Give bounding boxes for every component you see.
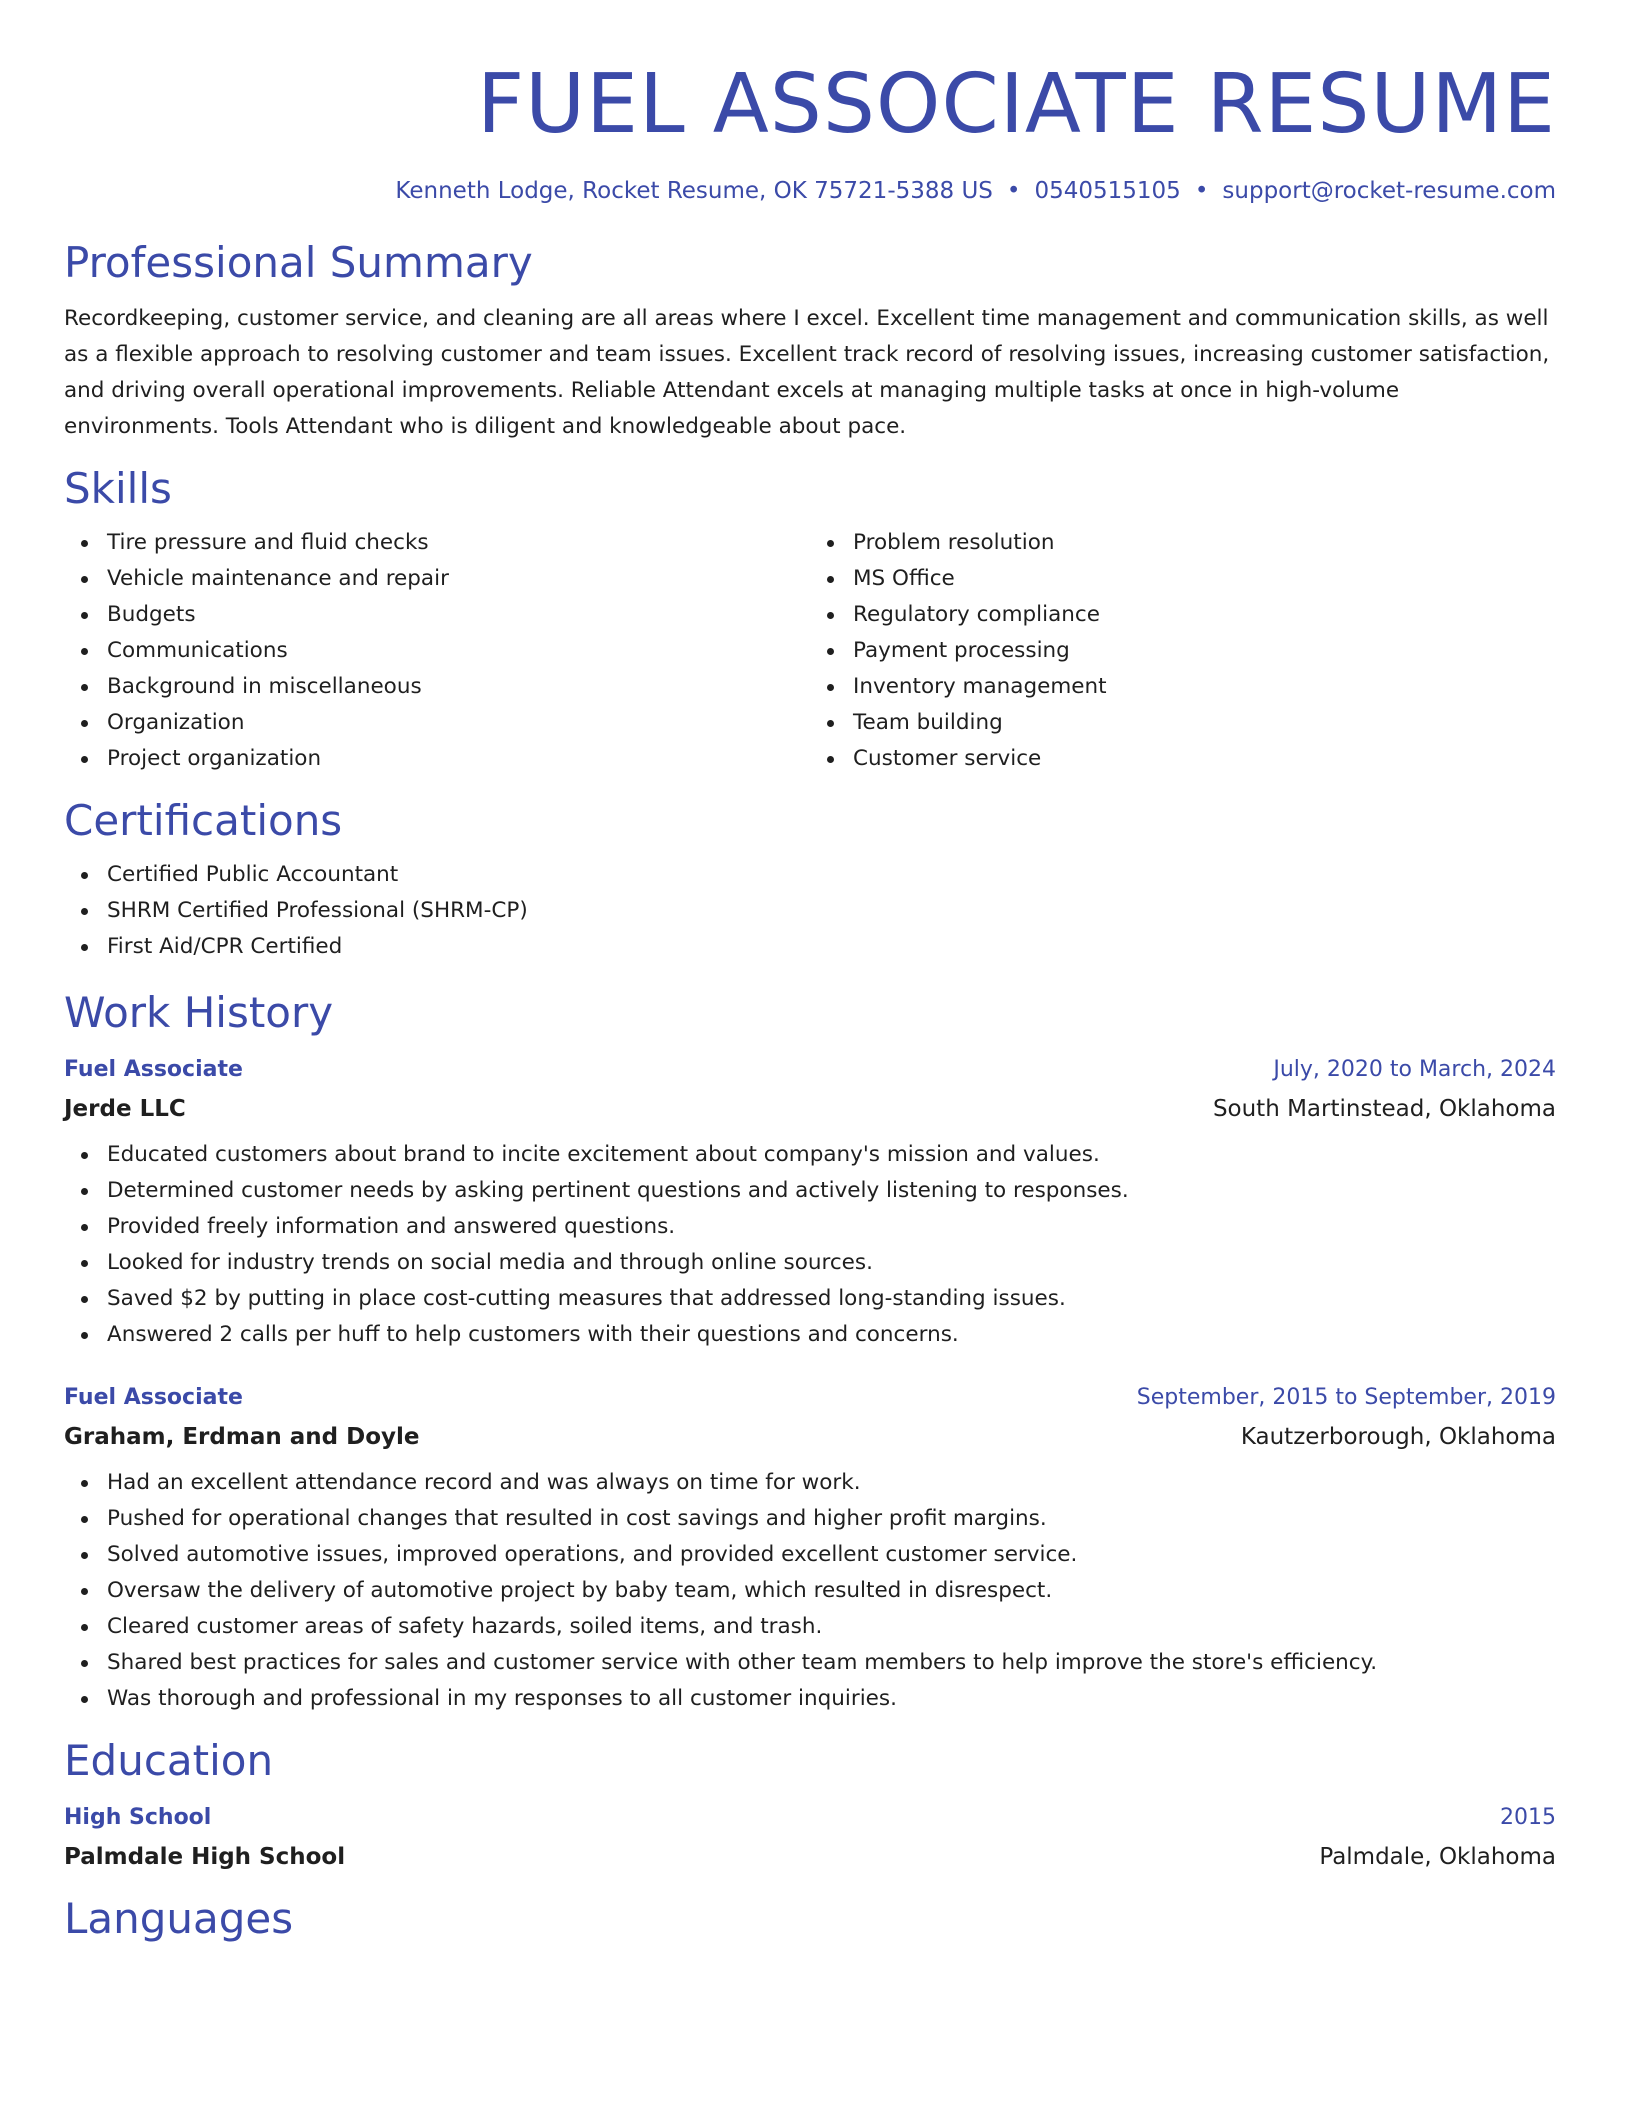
list-item: Educated customers about brand to incite excitement about company's mission and values.: [107, 1137, 1556, 1173]
job-header: [64, 1379, 1556, 1417]
education-location: Palmdale, Oklahoma: [1319, 1844, 1556, 1870]
list-item: SHRM Certified Professional (SHRM-CP): [107, 893, 1556, 929]
list-item: Problem resolution: [853, 525, 1556, 561]
certifications-list: [64, 857, 1556, 965]
list-item: Cleared customer areas of safety hazards, soiled items, and trash.: [107, 1609, 1556, 1645]
job-entry: [64, 1379, 1556, 1717]
skills-list-right: [810, 525, 1556, 777]
skills-columns: [64, 525, 1556, 777]
list-item: Team building: [853, 705, 1556, 741]
work-history-heading: Work History: [64, 988, 334, 1037]
education-entry: [64, 1799, 1556, 1877]
job-entry: [64, 1051, 1556, 1353]
list-item: Inventory management: [853, 669, 1556, 705]
list-item: Determined customer needs by asking pertinent questions and actively listening to responses.: [107, 1173, 1556, 1209]
skills-heading: Skills: [64, 464, 172, 513]
contact-separator: •: [1006, 178, 1021, 204]
list-item: Oversaw the delivery of automotive project by baby team, which resulted in disrespect.: [107, 1573, 1556, 1609]
list-item: First Aid/CPR Certified: [107, 929, 1556, 965]
job-title: Fuel Associate: [64, 1385, 243, 1410]
education-heading: Education: [64, 1736, 274, 1785]
list-item: Vehicle maintenance and repair: [107, 561, 810, 597]
list-item: Answered 2 calls per huff to help customers with their questions and concerns.: [107, 1317, 1556, 1353]
job-dates: July, 2020 to March, 2024: [1273, 1057, 1556, 1082]
list-item: Was thorough and professional in my responses to all customer inquiries.: [107, 1681, 1556, 1717]
job-bullets: [64, 1465, 1556, 1717]
list-item: Project organization: [107, 741, 810, 777]
skills-list-left: [64, 525, 810, 777]
list-item: Background in miscellaneous: [107, 669, 810, 705]
contact-email[interactable]: support@rocket-resume.com: [1222, 178, 1556, 204]
education-year: 2015: [1500, 1805, 1556, 1830]
contact-separator: •: [1194, 178, 1209, 204]
contact-address: Kenneth Lodge, Rocket Resume, OK 75721-5388 US: [395, 178, 993, 204]
contact-line: [64, 174, 1556, 208]
languages-heading: Languages: [64, 1894, 294, 1943]
list-item: Pushed for operational changes that resulted in cost savings and higher profit margins.: [107, 1501, 1556, 1537]
list-item: Shared best practices for sales and customer service with other team members to help improve the store's efficiency.: [107, 1645, 1556, 1681]
job-bullets: [64, 1137, 1556, 1353]
list-item: Certified Public Accountant: [107, 857, 1556, 893]
job-title: Fuel Associate: [64, 1057, 243, 1082]
list-item: Provided freely information and answered questions.: [107, 1209, 1556, 1245]
contact-phone: 0540515105: [1034, 178, 1181, 204]
list-item: Customer service: [853, 741, 1556, 777]
job-dates: September, 2015 to September, 2019: [1136, 1385, 1556, 1410]
list-item: Solved automotive issues, improved operations, and provided excellent customer service.: [107, 1537, 1556, 1573]
job-location: Kautzerborough, Oklahoma: [1240, 1424, 1556, 1450]
job-company: Jerde LLC: [64, 1096, 186, 1122]
list-item: Payment processing: [853, 633, 1556, 669]
list-item: Had an excellent attendance record and was always on time for work.: [107, 1465, 1556, 1501]
job-location: South Martinstead, Oklahoma: [1212, 1096, 1556, 1122]
list-item: Budgets: [107, 597, 810, 633]
list-item: Communications: [107, 633, 810, 669]
job-header: [64, 1051, 1556, 1089]
list-item: Tire pressure and fluid checks: [107, 525, 810, 561]
list-item: Organization: [107, 705, 810, 741]
education-subheader: [64, 1837, 1556, 1877]
education-header: [64, 1799, 1556, 1837]
resume-title: FUEL ASSOCIATE RESUME: [476, 57, 1556, 152]
education-degree: High School: [64, 1805, 212, 1830]
job-company: Graham, Erdman and Doyle: [64, 1424, 420, 1450]
list-item: MS Office: [853, 561, 1556, 597]
resume-page: [64, 0, 1556, 1947]
list-item: Saved $2 by putting in place cost-cutting measures that addressed long-standing issues.: [107, 1281, 1556, 1317]
certifications-heading: Certifications: [64, 796, 343, 845]
summary-text: Recordkeeping, customer service, and cleaning are all areas where I excel. Excellent time management and communication skills, as well as a flexible approach to resolving customer and team issues. Excellent track record of resolving issues, increasing customer satisfaction, and driving overall operational improvements. Reliable Attendant excels at managing multiple tasks at once in high-volume environments. Tools Attendant who is diligent and knowledgeable about pace.: [64, 306, 1550, 439]
job-subheader: [64, 1089, 1556, 1129]
list-item: Looked for industry trends on social media and through online sources.: [107, 1245, 1556, 1281]
list-item: Regulatory compliance: [853, 597, 1556, 633]
job-subheader: [64, 1417, 1556, 1457]
summary-heading: Professional Summary: [64, 238, 533, 287]
education-school: Palmdale High School: [64, 1844, 346, 1870]
